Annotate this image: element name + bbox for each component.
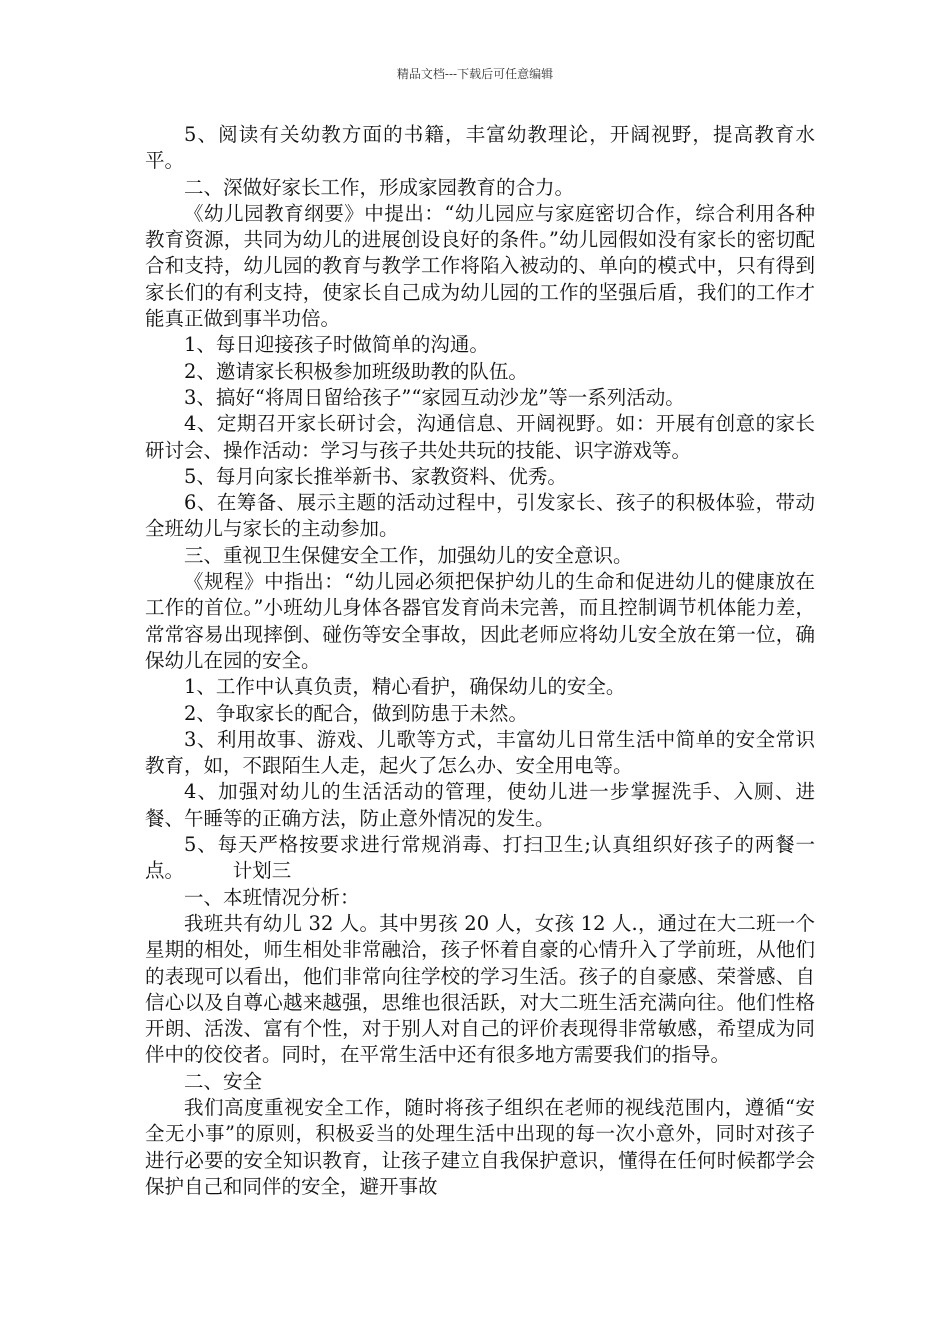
list-item: 1、每日迎接孩子时做简单的沟通。 xyxy=(184,333,489,357)
list-item: 2、邀请家长积极参加班级助教的队伍。 xyxy=(184,359,528,383)
paragraph: 我们高度重视安全工作，随时将孩子组织在老师的视线范围内，遵循“安全无小事”的原则，积极妥当的处理生活中出现的每一次小意外，同时对孩子进行必要的安全知识教育，让孩子建立自我保护意识，懂得在任何时候都学会保护自己和同伴的安全，避开事故 xyxy=(145,1095,815,1198)
list-item: 4、加强对幼儿的生活活动的管理，使幼儿进一步掌握洗手、入厕、进餐、午睡等的正确方法，防止意外情况的发生。 xyxy=(145,780,815,830)
section-heading: 二、深做好家长工作，形成家园教育的合力。 xyxy=(184,175,575,199)
paragraph: 我班共有幼儿 32 人。其中男孩 20 人，女孩 12 人.，通过在大二班一个星期的相处，师生相处非常融洽，孩子怀着自豪的心情升入了学前班，从他们的表现可以看出，他们非常向往学校的学习生活。孩子的自豪感、荣誉感、自信心以及自尊心越来越强，思维也很活跃，对大二班生活充满向往。他们性格开朗、活泼、富有个性，对于别人对自己的评价表现得非常敏感，希望成为同伴中的佼佼者。同时，在平常生活中还有很多地方需要我们的指导。 xyxy=(145,911,815,1067)
paragraph: 《幼儿园教育纲要》中提出：“幼儿园应与家庭密切合作，综合利用各种教育资源，共同为幼儿的进展创设良好的条件。”幼儿园假如没有家长的密切配合和支持，幼儿园的教育与教学工作将陷入被动的、单向的模式中，只有得到家长们的有利支持，使家长自己成为幼儿园的工作的坚强后盾，我们的工作才能真正做到事半功倍。 xyxy=(145,201,815,331)
list-item: 5、每月向家长推举新书、家教资料、优秀。 xyxy=(184,464,567,488)
list-item: 1、工作中认真负责，精心看护，确保幼儿的安全。 xyxy=(184,675,626,699)
list-item: 2、争取家长的配合，做到防患于未然。 xyxy=(184,701,528,725)
paragraph: 《规程》中指出：“幼儿园必须把保护幼儿的生命和促进幼儿的健康放在工作的首位。”小班幼儿身体各器官发育尚未完善，而且控制调节机体能力差，常常容易出现摔倒、碰伤等安全事故，因此老师应将幼儿安全放在第一位，确保幼儿在园的安全。 xyxy=(145,570,815,672)
list-item: 3、利用故事、游戏、儿歌等方式，丰富幼儿日常生活中简单的安全常识教育，如，不跟陌生人走，起火了怎么办、安全用电等。 xyxy=(145,727,815,778)
paragraph: 5、阅读有关幼教方面的书籍，丰富幼教理论，开阔视野，提高教育水平。 xyxy=(145,123,815,173)
page-header: 精品文档---下载后可任意编辑 xyxy=(396,67,554,81)
section-heading: 一、本班情况分析： xyxy=(184,885,360,909)
section-heading: 三、重视卫生保健安全工作，加强幼儿的安全意识。 xyxy=(184,543,633,567)
list-item: 3、搞好“将周日留给孩子”“家园互动沙龙”等一系列活动。 xyxy=(184,385,685,409)
document-body xyxy=(145,122,815,1200)
list-item: 6、在筹备、展示主题的活动过程中，引发家长、孩子的积极体验，带动全班幼儿与家长的主动参加。 xyxy=(145,491,815,541)
list-item: 4、定期召开家长研讨会，沟通信息、开阔视野。如：开展有创意的家长研讨会、操作活动：学习与孩子共处共玩的技能、识字游戏等。 xyxy=(145,412,815,462)
list-item: 5、每天严格按要求进行常规消毒、打扫卫生;认真组织好孩子的两餐一点。 计划三 xyxy=(145,833,815,883)
section-heading: 二、安全 xyxy=(184,1069,263,1093)
